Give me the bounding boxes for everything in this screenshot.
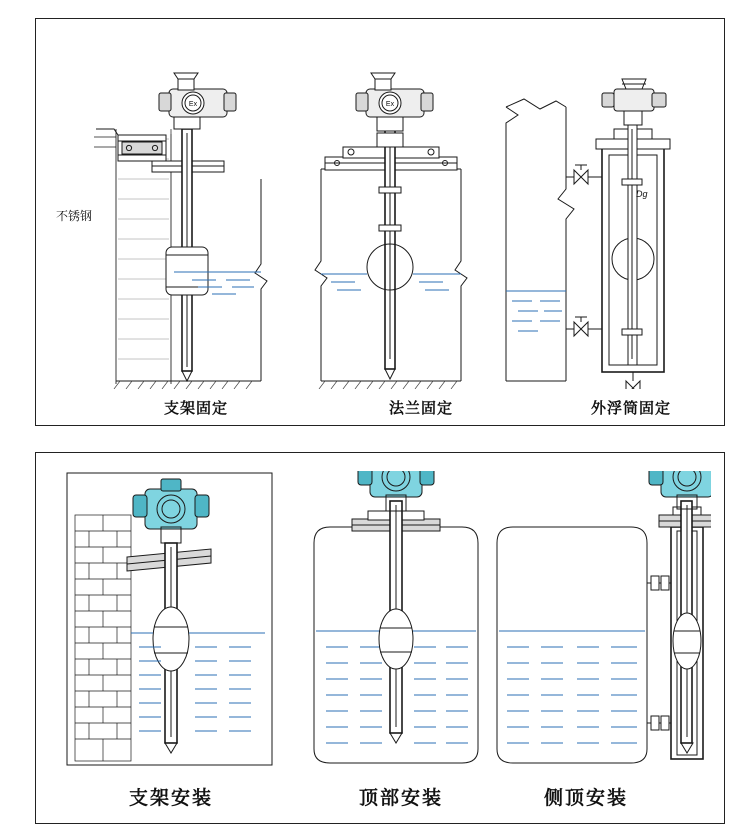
caption-top-mount: 顶部安装 bbox=[358, 788, 443, 809]
panel-top bbox=[35, 18, 725, 426]
caption-bracket-fixed: 支架固定 bbox=[163, 400, 228, 417]
ex-marking-text: Ex bbox=[385, 101, 395, 108]
figure-external-chamber-fixed bbox=[496, 29, 711, 389]
dg-label-text: Dg bbox=[636, 189, 648, 199]
ex-marking-text: Ex bbox=[188, 101, 198, 108]
caption-bracket-mount: 支架安装 bbox=[128, 788, 213, 809]
caption-side-top-mount: 侧顶安装 bbox=[543, 788, 628, 809]
panel-bottom bbox=[35, 452, 725, 824]
figure-flange-fixed bbox=[291, 29, 491, 389]
figure-side-top-mount bbox=[491, 471, 711, 771]
label-stainless-steel: 不锈钢 bbox=[56, 209, 93, 223]
figure-bracket-fixed bbox=[56, 29, 271, 389]
caption-external-chamber-fixed: 外浮筒固定 bbox=[590, 400, 671, 417]
figure-top-mount bbox=[296, 471, 496, 771]
figure-bracket-mount bbox=[61, 471, 276, 771]
caption-flange-fixed: 法兰固定 bbox=[388, 400, 453, 417]
